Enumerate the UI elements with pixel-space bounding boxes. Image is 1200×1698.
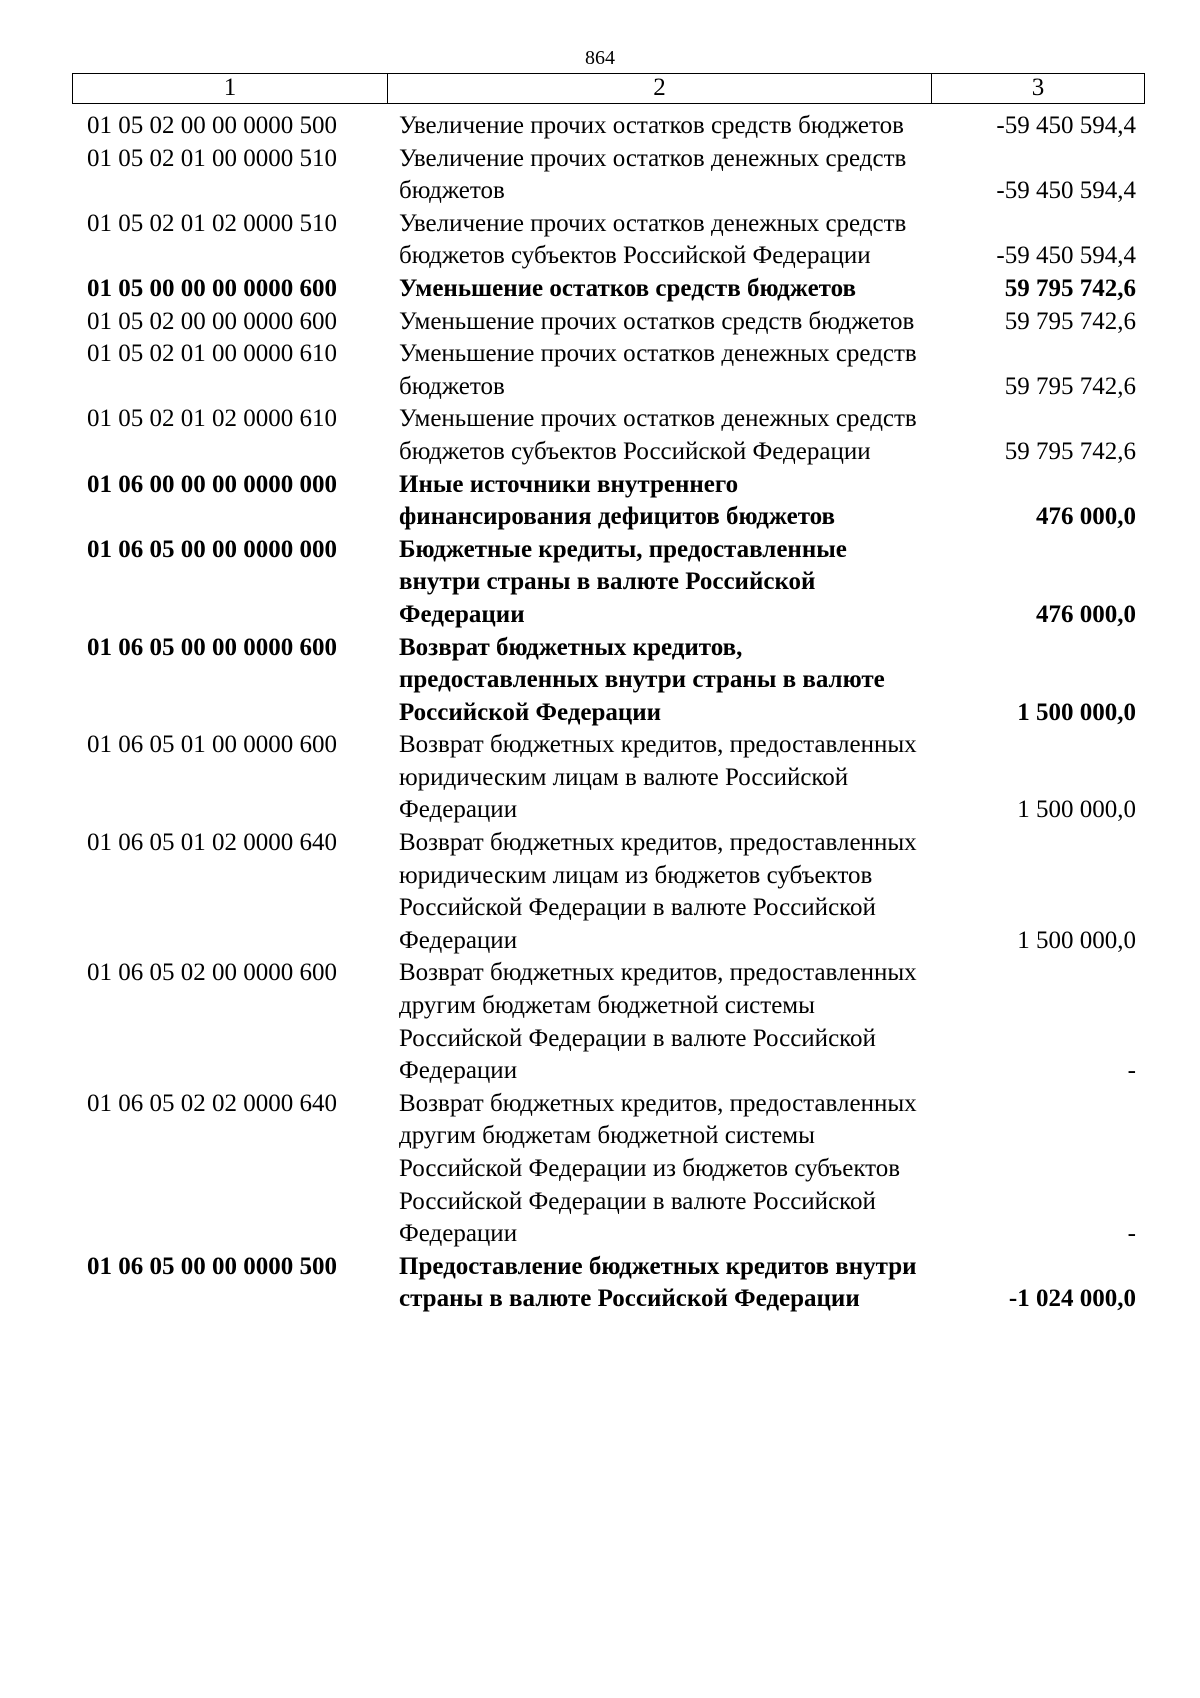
table-row <box>72 632 1145 730</box>
row-name: Уменьшение прочих остатков денежных средств бюджетов субъектов Российской Федерации <box>399 405 917 465</box>
table-row <box>72 729 1145 827</box>
row-code: 01 05 00 00 00 0000 600 <box>87 274 337 302</box>
row-value-text: 1 500 000,0 <box>1017 926 1136 954</box>
row-name: Возврат бюджетных кредитов, предоставленных другим бюджетам бюджетной системы Российской Федерации из бюджетов субъектов Российской Федерации в валюте Российской Федерации <box>399 1089 917 1248</box>
row-name: Возврат бюджетных кредитов, предоставленных юридическим лицам в валюте Российской Федерации <box>399 731 917 824</box>
row-name: Увеличение прочих остатков средств бюджетов <box>399 112 904 139</box>
table-row <box>72 1088 1145 1251</box>
table-row <box>72 534 1145 632</box>
row-code: 01 05 02 01 00 0000 510 <box>87 144 337 172</box>
page-number: 864 <box>585 47 615 69</box>
row-value <box>931 208 1145 273</box>
table-row <box>72 306 1145 339</box>
row-value-text: - <box>1127 1220 1136 1248</box>
row-value-text: -1 024 000,0 <box>1008 1285 1136 1313</box>
row-name: Увеличение прочих остатков денежных средств бюджетов субъектов Российской Федерации <box>399 209 907 270</box>
row-value <box>931 469 1145 534</box>
row-value-text: -59 450 594,4 <box>996 242 1136 270</box>
table-row <box>72 208 1145 273</box>
header-col-1: 1 <box>73 74 388 103</box>
row-value <box>931 338 1145 403</box>
row-value <box>931 957 1145 1087</box>
row-value-text: - <box>1127 1057 1136 1085</box>
row-code: 01 05 02 01 00 0000 610 <box>87 340 337 368</box>
row-value <box>931 827 1145 957</box>
row-value-text: 1 500 000,0 <box>1017 796 1136 824</box>
table-row <box>72 1251 1145 1316</box>
row-value <box>931 729 1145 827</box>
row-code: 01 06 05 02 00 0000 600 <box>87 959 337 987</box>
row-value-text: 476 000,0 <box>1036 600 1136 628</box>
row-value <box>931 273 1145 306</box>
row-name: Возврат бюджетных кредитов, предоставленных внутри страны в валюте Российской Федерации <box>399 633 885 726</box>
row-value <box>931 403 1145 468</box>
row-code: 01 05 02 00 00 0000 600 <box>87 307 337 335</box>
row-value <box>931 143 1145 208</box>
row-value-text: 59 795 742,6 <box>1004 307 1136 335</box>
row-value <box>931 1251 1145 1316</box>
row-name: Увеличение прочих остатков денежных средств бюджетов <box>399 144 907 205</box>
row-value <box>931 110 1145 143</box>
header-col-3: 3 <box>1031 74 1045 101</box>
table-row <box>72 110 1145 143</box>
row-code: 01 05 02 00 00 0000 500 <box>87 112 337 139</box>
row-name: Предоставление бюджетных кредитов внутри страны в валюте Российской Федерации <box>399 1252 917 1313</box>
row-code: 01 06 00 00 00 0000 000 <box>87 470 337 498</box>
table-row <box>72 403 1145 468</box>
row-value-text: -59 450 594,4 <box>996 177 1136 205</box>
row-code: 01 06 05 00 00 0000 500 <box>87 1252 337 1280</box>
row-code: 01 06 05 01 02 0000 640 <box>87 829 337 857</box>
table-row <box>72 957 1145 1087</box>
row-value <box>931 632 1145 730</box>
table-row <box>72 273 1145 306</box>
row-value-text: 1 500 000,0 <box>1017 698 1136 726</box>
row-value-text: 59 795 742,6 <box>1004 437 1136 465</box>
table-row <box>72 469 1145 534</box>
row-value <box>931 306 1145 339</box>
table-body <box>72 110 1145 1316</box>
row-name: Иные источники внутреннего финансирования дефицитов бюджетов <box>399 470 836 531</box>
row-name: Уменьшение прочих остатков денежных средств бюджетов <box>399 340 917 400</box>
row-code: 01 05 02 01 02 0000 510 <box>87 209 337 237</box>
row-code: 01 05 02 01 02 0000 610 <box>87 405 337 433</box>
row-value-text: 59 795 742,6 <box>1004 274 1136 302</box>
row-value-text: 59 795 742,6 <box>1004 372 1136 400</box>
row-code: 01 06 05 00 00 0000 600 <box>87 633 337 661</box>
row-value <box>931 534 1145 632</box>
header-col-2: 2 <box>388 74 932 103</box>
row-value-text: 476 000,0 <box>1036 503 1136 531</box>
table-row <box>72 143 1145 208</box>
row-name: Уменьшение прочих остатков средств бюджетов <box>399 307 915 335</box>
table-header <box>72 73 1145 104</box>
row-name: Возврат бюджетных кредитов, предоставленных юридическим лицам из бюджетов субъектов Российской Федерации в валюте Российской Федерации <box>399 829 917 954</box>
table-row <box>72 827 1145 957</box>
row-name: Бюджетные кредиты, предоставленные внутри страны в валюте Российской Федерации <box>399 535 847 628</box>
row-value-text: -59 450 594,4 <box>996 112 1136 139</box>
row-value <box>931 1088 1145 1251</box>
table-row <box>72 338 1145 403</box>
row-name: Уменьшение остатков средств бюджетов <box>399 274 857 302</box>
row-code: 01 06 05 00 00 0000 000 <box>87 535 337 563</box>
row-code: 01 06 05 01 00 0000 600 <box>87 731 337 759</box>
row-name: Возврат бюджетных кредитов, предоставленных другим бюджетам бюджетной системы Российской Федерации в валюте Российской Федерации <box>399 959 917 1085</box>
row-code: 01 06 05 02 02 0000 640 <box>87 1089 337 1117</box>
